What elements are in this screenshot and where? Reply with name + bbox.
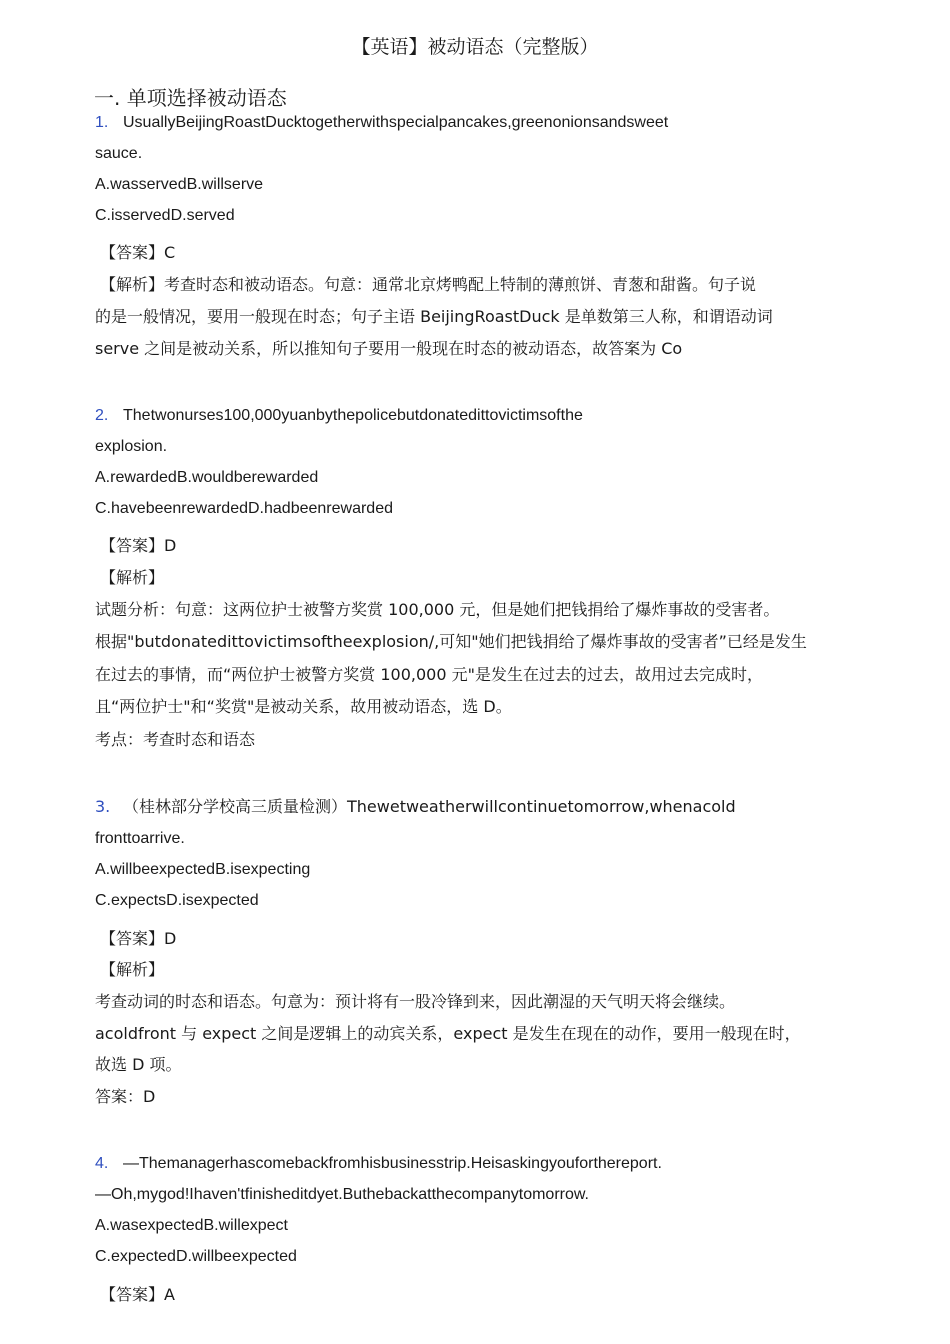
question-4-answer: 【答案】A xyxy=(100,1285,175,1304)
question-4-options-cd: C.expectedD.willbeexpected xyxy=(95,1248,297,1265)
question-1-options-ab: A.wasservedB.willserve xyxy=(95,176,264,193)
question-2-options-cd: C.havebeenrewardedD.hadbeenrewarded xyxy=(95,500,393,517)
question-3-analysis: acoldfront 与 expect 之间是逻辑上的动宾关系，expect 是发生在现在的动作，要用一般现在时， xyxy=(95,1024,801,1043)
question-3-stem-cont: fronttoarrive. xyxy=(95,830,185,847)
question-3-analysis: 考查动词的时态和语态。句意为：预计将有一股冷锋到来，因此潮湿的天气明天将会继续。 xyxy=(95,992,736,1011)
question-2-options-ab: A.rewardedB.wouldberewarded xyxy=(95,469,319,486)
question-3-analysis: 故选 D 项。 xyxy=(95,1055,182,1074)
document-title: 【英语】被动语态（完整版） xyxy=(351,36,599,58)
question-2-analysis: 且“两位护士"和“奖赏"是被动关系，故用被动语态，选 D。 xyxy=(95,697,512,716)
question-1-options-cd: C.isservedD.served xyxy=(95,207,235,224)
question-2-stem: 2. Thetwonurses100,000yuanbythepolicebutdonatedittovictimsofthe xyxy=(95,407,583,424)
question-2-analysis: 在过去的事情，而“两位护士被警方奖赏 100,000 元"是发生在过去的过去，故用过去完成时， xyxy=(95,665,763,684)
question-1-analysis: 的是一般情况，要用一般现在时态；句子主语 BeijingRoastDuck 是单数第三人称，和谓语动词 xyxy=(95,307,773,326)
question-1-stem-cont: sauce. xyxy=(95,145,143,162)
question-2-analysis: 考点：考查时态和语态 xyxy=(95,730,256,749)
question-number: 4. xyxy=(95,1155,109,1172)
question-3-analysis: 答案：D xyxy=(95,1087,156,1106)
question-3-analysis: 【解析】 xyxy=(100,960,165,979)
question-2-answer: 【答案】D xyxy=(100,536,177,555)
question-3-stem: 3. （桂林部分学校高三质量检测）Thewetweatherwillcontinuetomorrow,whenacold xyxy=(95,797,736,816)
question-number: 2. xyxy=(95,407,109,424)
question-3-options-ab: A.willbeexpectedB.isexpecting xyxy=(95,861,311,878)
question-2-analysis: 【解析】 xyxy=(100,568,165,587)
section-title: 一. 单项选择被动语态 xyxy=(94,86,287,110)
question-2-analysis: 根据"butdonatedittovictimsoftheexplosion/,可知"她们把钱捐给了爆炸事故的受害者”已经是发生 xyxy=(95,632,807,651)
question-1-analysis: serve 之间是被动关系，所以推知句子要用一般现在时态的被动语态，故答案为 Co xyxy=(95,339,683,358)
question-number: 1. xyxy=(95,114,109,131)
question-number: 3. xyxy=(95,797,111,816)
question-4-options-ab: A.wasexpectedB.willexpect xyxy=(95,1217,288,1234)
question-1-analysis: 【解析】考查时态和被动语态。句意：通常北京烤鸭配上特制的薄煎饼、青葱和甜酱。句子说 xyxy=(100,275,757,294)
question-1-answer: 【答案】C xyxy=(100,243,176,262)
question-2-analysis: 试题分析：句意：这两位护士被警方奖赏 100,000 元，但是她们把钱捐给了爆炸事故的受害者。 xyxy=(95,600,780,619)
question-4-stem-cont: —Oh,mygod!Ihaven'tfinisheditdyet.Buthebackatthecompanytomorrow. xyxy=(95,1186,589,1203)
question-3-answer: 【答案】D xyxy=(100,929,177,948)
question-1-stem: 1. UsuallyBeijingRoastDucktogetherwithspecialpancakes,greenonionsandsweet xyxy=(95,114,669,131)
question-3-options-cd: C.expectsD.isexpected xyxy=(95,892,259,909)
question-2-stem-cont: explosion. xyxy=(95,438,168,455)
question-4-stem: 4. —Themanagerhascomebackfromhisbusinesstrip.Heisaskingyouforthereport. xyxy=(95,1155,662,1172)
